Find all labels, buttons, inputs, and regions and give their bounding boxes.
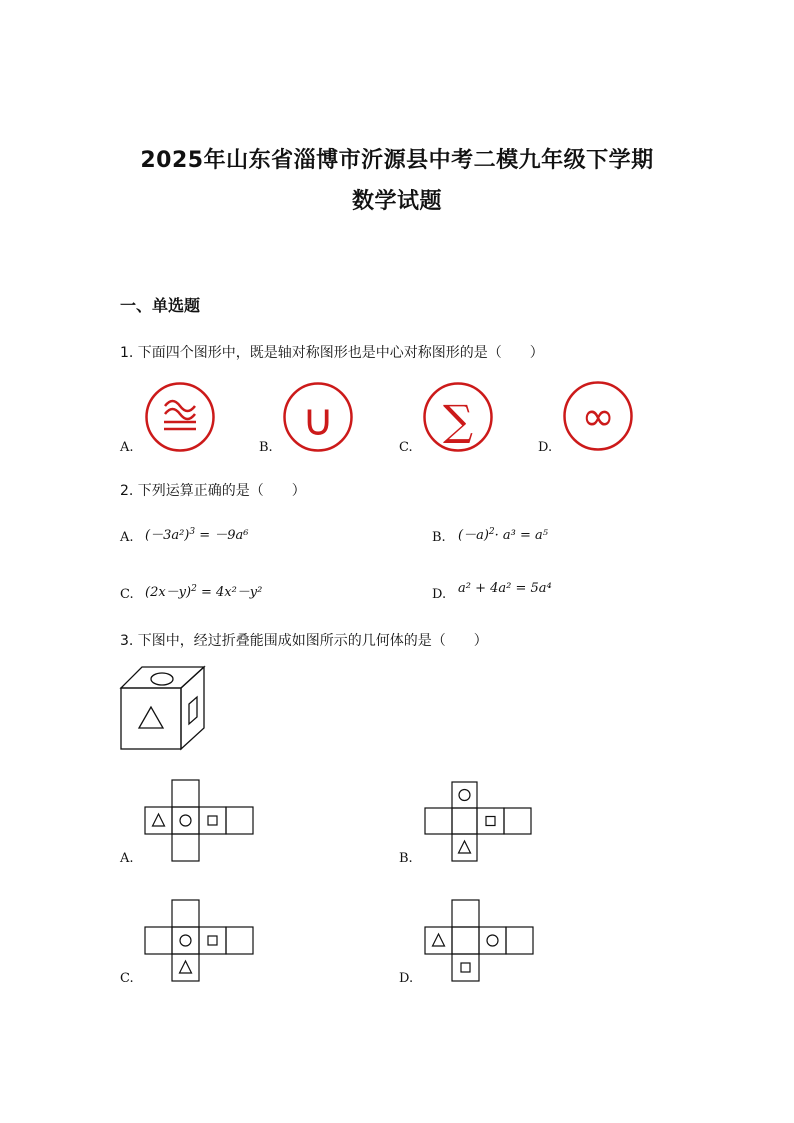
- circle-mark: [180, 935, 191, 946]
- q2-option-b-expr: $(-a)^2\cdot a^3 = a^5$: [458, 527, 548, 543]
- cube-side-face: [181, 667, 204, 749]
- question-3-stem: 3. 下图中，经过折叠能围成如图所示的几何体的是（ ）: [120, 633, 488, 649]
- q2-option-d-expr: a² + 4a² = 5a⁴: [458, 581, 552, 596]
- q3-net-b: [424, 781, 536, 865]
- sigma-icon: ∑: [443, 396, 473, 445]
- q1-option-a-figure: [140, 380, 220, 455]
- q1-option-c-label[interactable]: C.: [399, 440, 413, 455]
- infinity-icon: ∞: [581, 394, 615, 440]
- paper-title-line2: 数学试题: [351, 189, 442, 214]
- triangle-mark: [433, 934, 445, 946]
- q2-option-a-expr: $(-3a^2)^3 = -9a^6$: [145, 527, 249, 543]
- q1-option-a-label[interactable]: A.: [120, 440, 134, 455]
- triangle-mark: [459, 841, 471, 853]
- circle-mark: [487, 935, 498, 946]
- square-mark: [486, 817, 495, 826]
- triangle-mark: [139, 707, 163, 728]
- circle-mark: [180, 815, 191, 826]
- q3-option-a-label[interactable]: A.: [120, 851, 134, 866]
- q2-option-c-expr: $(2x-y)^2 = 4x^2-y^2$: [145, 584, 263, 600]
- q2-option-c-label[interactable]: C.: [120, 587, 134, 602]
- q3-net-d: [424, 899, 536, 983]
- union-icon: ∪: [301, 395, 335, 446]
- square-mark: [189, 697, 197, 724]
- q3-option-b-label[interactable]: B.: [399, 851, 413, 866]
- question-1-stem: 1. 下面四个图形中，既是轴对称图形也是中心对称图形的是（ ）: [120, 345, 544, 361]
- q2-option-a-label[interactable]: A.: [120, 530, 134, 545]
- q3-net-a: [144, 779, 256, 863]
- q2-option-d-label[interactable]: D.: [432, 587, 447, 602]
- q3-cube-figure: [118, 666, 213, 756]
- question-2-stem: 2. 下列运算正确的是（ ）: [120, 483, 306, 499]
- triangle-mark: [153, 814, 165, 826]
- circle-mark: [151, 673, 173, 685]
- q1-option-b-figure: [280, 380, 360, 455]
- approx-equal-underline-icon: [147, 384, 214, 451]
- q1-option-b-label[interactable]: B.: [259, 440, 273, 455]
- q1-option-c-figure: [420, 380, 500, 455]
- square-mark: [208, 936, 217, 945]
- q3-net-c: [144, 899, 256, 983]
- q3-option-d-label[interactable]: D.: [399, 971, 414, 986]
- q2-option-b-label[interactable]: B.: [432, 530, 446, 545]
- square-mark: [461, 963, 470, 972]
- square-mark: [208, 816, 217, 825]
- paper-title-line1: 2025年山东省淄博市沂源县中考二模九年级下学期: [140, 148, 654, 173]
- q1-option-d-figure: [560, 380, 640, 455]
- circle-mark: [459, 790, 470, 801]
- q1-option-d-label[interactable]: D.: [538, 440, 553, 455]
- cube-front-face: [121, 688, 181, 749]
- triangle-mark: [180, 961, 192, 973]
- q3-option-c-label[interactable]: C.: [120, 971, 134, 986]
- section-heading: 一、单选题: [120, 296, 201, 315]
